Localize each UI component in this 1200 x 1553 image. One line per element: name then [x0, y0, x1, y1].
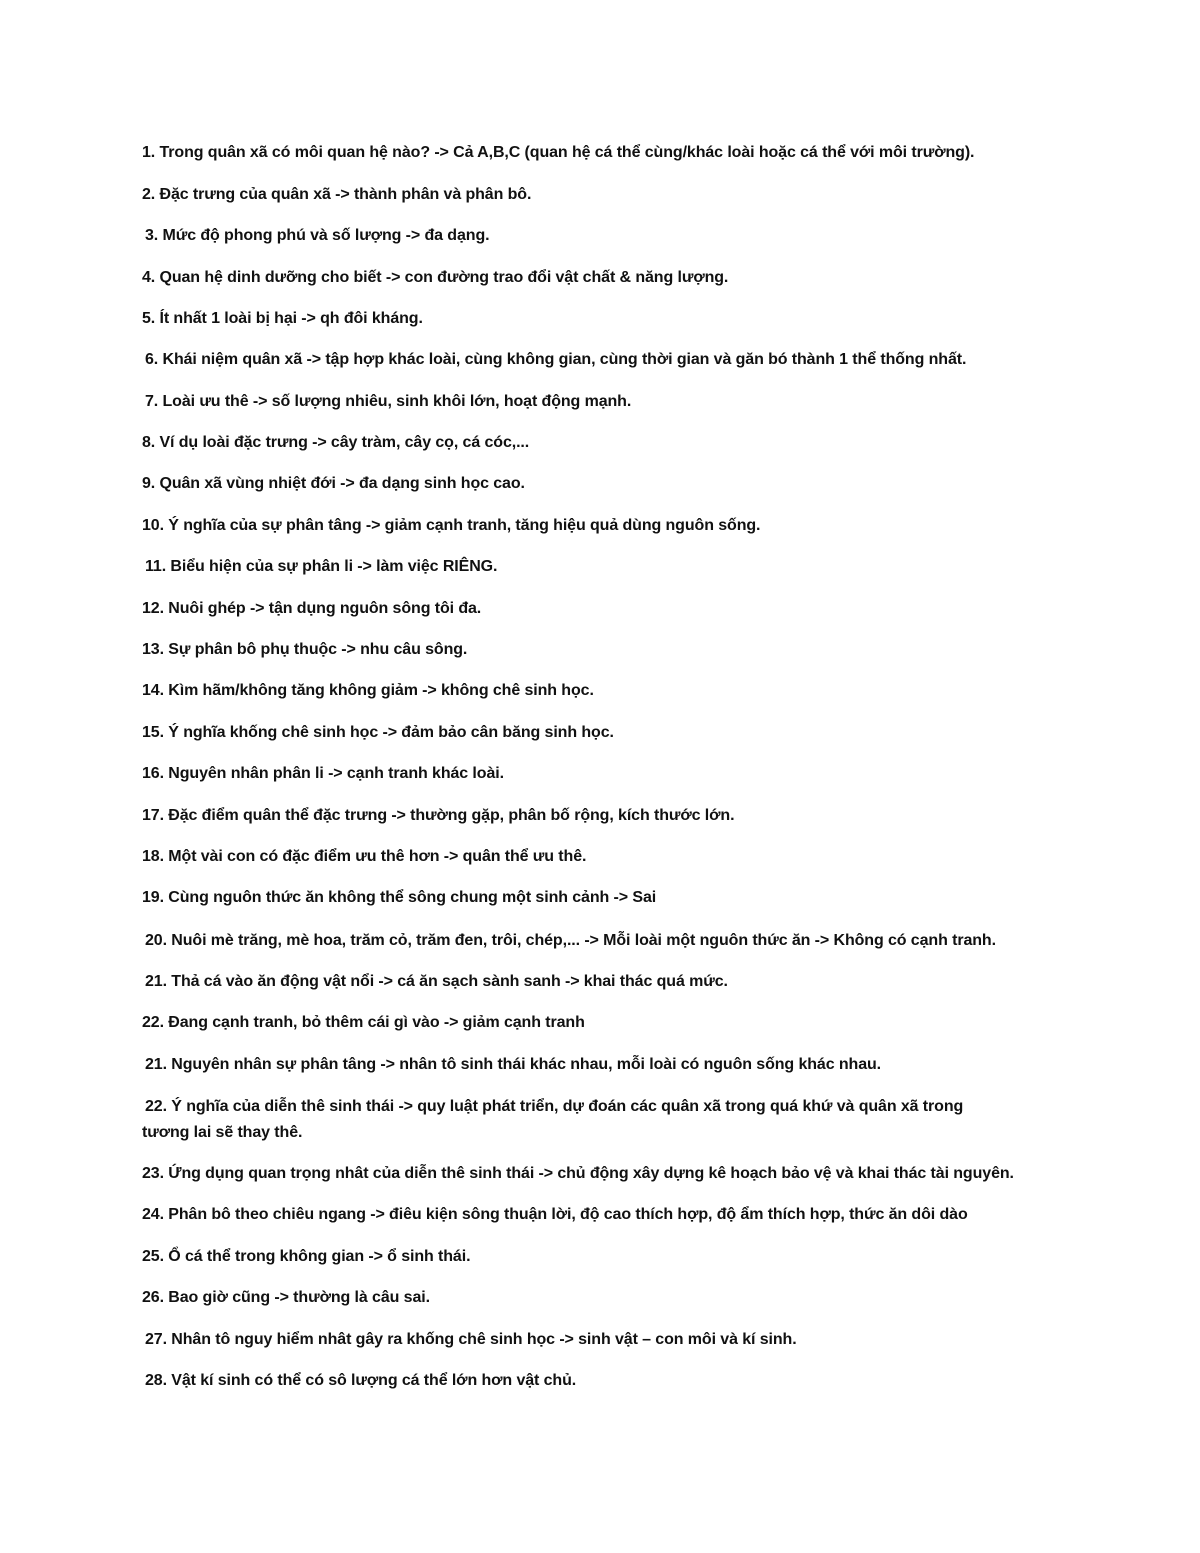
- text-line: 11. Biểu hiện của sự phân li -> làm việc RIÊNG.: [145, 558, 498, 575]
- text-line: 3. Mức độ phong phú và số lượng -> đa dạng.: [145, 227, 490, 244]
- text-line: tương lai sẽ thay thê.: [142, 1124, 303, 1141]
- text-line: 15. Ý nghĩa khống chê sinh học -> đảm bảo cân băng sinh học.: [142, 724, 614, 741]
- text-line: 27. Nhân tô nguy hiểm nhât gây ra khống chê sinh học -> sinh vật – con môi và kí sinh.: [145, 1331, 797, 1348]
- text-line: 17. Đặc điểm quân thể đặc trưng -> thường gặp, phân bố rộng, kích thước lớn.: [142, 807, 735, 824]
- text-line: 20. Nuôi mè trăng, mè hoa, trăm cỏ, trăm đen, trôi, chép,... -> Mỗi loài một nguôn thức ăn -> Không có cạnh tranh.: [145, 932, 996, 949]
- text-line: 18. Một vài con có đặc điểm ưu thê hơn -> quân thể ưu thê.: [142, 848, 587, 865]
- text-line: 22. Ý nghĩa của diễn thê sinh thái -> quy luật phát triển, dự đoán các quân xã trong quá khứ và quân xã trong: [145, 1098, 964, 1115]
- text-line: 4. Quan hệ dinh dưỡng cho biết -> con đường trao đổi vật chất & năng lượng.: [142, 269, 729, 286]
- text-line: 25. Ổ cá thể trong không gian -> ổ sinh thái.: [142, 1248, 471, 1265]
- text-line: 21. Thả cá vào ăn động vật nổi -> cá ăn sạch sành sanh -> khai thác quá mức.: [145, 973, 728, 990]
- text-line: 22. Đang cạnh tranh, bỏ thêm cái gì vào -> giảm cạnh tranh: [142, 1014, 585, 1031]
- text-line: 19. Cùng nguôn thức ăn không thể sông chung một sinh cảnh -> Sai: [142, 889, 657, 906]
- text-line: 16. Nguyên nhân phân li -> cạnh tranh khác loài.: [142, 765, 504, 782]
- text-line: 14. Kìm hãm/không tăng không giảm -> không chê sinh học.: [142, 682, 594, 699]
- text-line: 23. Ứng dụng quan trọng nhât của diễn thê sinh thái -> chủ động xây dựng kê hoạch bảo vệ và khai thác tài nguyên.: [142, 1165, 1014, 1182]
- text-line: 26. Bao giờ cũng -> thường là câu sai.: [142, 1289, 430, 1306]
- text-line: 9. Quân xã vùng nhiệt đới -> đa dạng sinh học cao.: [142, 475, 525, 492]
- text-line: 7. Loài ưu thê -> số lượng nhiêu, sinh khôi lớn, hoạt động mạnh.: [145, 393, 632, 410]
- text-line: 12. Nuôi ghép -> tận dụng nguôn sông tôi đa.: [142, 600, 482, 617]
- text-line: 24. Phân bô theo chiêu ngang -> điêu kiện sông thuận lời, độ cao thích hợp, độ ẩm thích hợp, thức ăn dôi dào: [142, 1206, 968, 1223]
- text-line: 5. Ít nhất 1 loài bị hại -> qh đôi kháng.: [142, 310, 423, 327]
- text-line: 28. Vật kí sinh có thể có sô lượng cá thể lớn hơn vật chủ.: [145, 1372, 577, 1389]
- text-line: 2. Đặc trưng của quân xã -> thành phân và phân bô.: [142, 186, 532, 203]
- text-line: 13. Sự phân bô phụ thuộc -> nhu câu sông.: [142, 641, 468, 658]
- text-line: 10. Ý nghĩa của sự phân tâng -> giảm cạnh tranh, tăng hiệu quả dùng nguôn sống.: [142, 517, 761, 534]
- text-line: 6. Khái niệm quân xã -> tập hợp khác loài, cùng không gian, cùng thời gian và găn bó thành 1 thể thống nhất.: [145, 351, 967, 368]
- text-line: 1. Trong quân xã có môi quan hệ nào? -> Cả A,B,C (quan hệ cá thể cùng/khác loài hoặc cá thể với môi trường).: [142, 144, 975, 161]
- text-line: 21. Nguyên nhân sự phân tâng -> nhân tô sinh thái khác nhau, mỗi loài có nguôn sống khác nhau.: [145, 1056, 882, 1073]
- text-line: 8. Ví dụ loài đặc trưng -> cây tràm, cây cọ, cá cóc,...: [142, 434, 530, 451]
